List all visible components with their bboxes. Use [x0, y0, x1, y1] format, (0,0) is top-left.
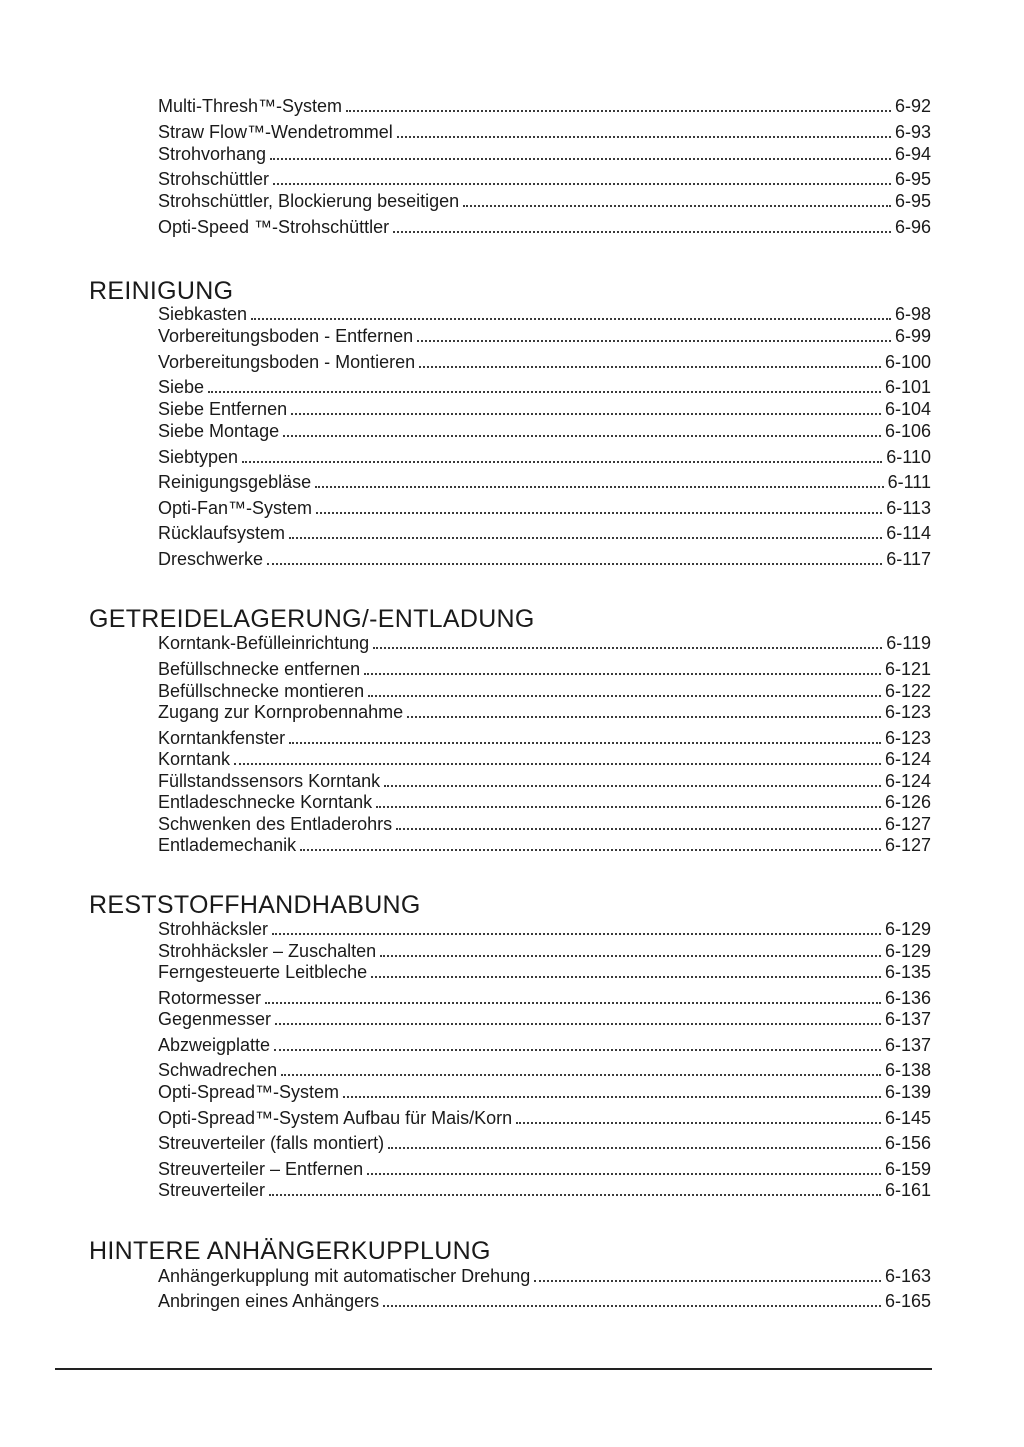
toc-entry-label: Opti-Fan™-System [158, 498, 313, 518]
toc-entry-label: Siebkasten [158, 304, 248, 324]
toc-entry[interactable] [158, 471, 931, 493]
toc-leader-dots [396, 828, 881, 830]
toc-entry-label: Strohschüttler [158, 169, 270, 189]
toc-leader-dots [393, 231, 891, 233]
toc-entry-label: Zugang zur Kornprobennahme [158, 702, 404, 722]
section-heading: HINTERE ANHÄNGERKUPPLUNG [89, 1237, 491, 1265]
toc-entry-page: 6-95 [894, 169, 931, 189]
toc-entry-label: Opti-Spread™-System Aufbau für Mais/Korn [158, 1108, 513, 1128]
toc-entry-label: Rücklaufsystem [158, 523, 286, 543]
toc-entry-label: Schwadrechen [158, 1060, 278, 1080]
toc-entry-page: 6-104 [884, 399, 931, 419]
toc-entry-label: Strohhäcksler [158, 919, 269, 939]
toc-leader-dots [364, 673, 881, 675]
toc-leader-dots [419, 366, 881, 368]
toc-entry[interactable] [158, 1265, 931, 1287]
toc-entry-label: Befüllschnecke entfernen [158, 659, 361, 679]
toc-entry[interactable] [158, 748, 931, 770]
toc-entry[interactable] [158, 961, 931, 983]
toc-entry-page: 6-136 [884, 988, 931, 1008]
toc-leader-dots [417, 340, 891, 342]
toc-entry[interactable] [158, 918, 931, 940]
toc-leader-dots [265, 1002, 881, 1004]
toc-entry-page: 6-145 [884, 1108, 931, 1128]
toc-leader-dots [272, 933, 881, 935]
toc-leader-dots [234, 763, 881, 765]
toc-leader-dots [380, 955, 881, 957]
toc-leader-dots [289, 742, 881, 744]
toc-entry-label: Opti-Spread™-System [158, 1082, 340, 1102]
toc-entry-label: Befüllschnecke montieren [158, 681, 365, 701]
toc-entry-label: Strohvorhang [158, 144, 267, 164]
toc-entry-page: 6-92 [894, 96, 931, 116]
toc-entry-page: 6-139 [884, 1082, 931, 1102]
toc-entry-page: 6-138 [884, 1060, 931, 1080]
toc-entry-label: Entladeschnecke Korntank [158, 792, 373, 812]
toc-entry-label: Abzweigplatte [158, 1035, 271, 1055]
toc-entry-label: Schwenken des Entladerohrs [158, 814, 393, 834]
toc-leader-dots [316, 512, 882, 514]
toc-leader-dots [368, 695, 881, 697]
toc-entry-page: 6-93 [894, 122, 931, 142]
toc-entry[interactable] [158, 1158, 931, 1180]
toc-entry[interactable] [158, 1008, 931, 1030]
toc-leader-dots [242, 461, 882, 463]
toc-entry[interactable] [158, 398, 931, 420]
toc-leader-dots [315, 486, 884, 488]
toc-entry-label: Vorbereitungsboden - Entfernen [158, 326, 414, 346]
toc-entry[interactable] [158, 813, 931, 835]
toc-leader-dots [275, 1023, 881, 1025]
toc-leader-dots [273, 183, 891, 185]
toc-entry[interactable] [158, 727, 931, 749]
toc-entry-label: Vorbereitungsboden - Montieren [158, 352, 416, 372]
toc-entry-label: Straw Flow™-Wendetrommel [158, 122, 393, 142]
toc-entry-label: Ferngesteuerte Leitbleche [158, 962, 368, 982]
toc-leader-dots [291, 413, 881, 415]
toc-entry[interactable] [158, 95, 931, 117]
toc-entry-page: 6-119 [886, 633, 931, 653]
toc-entry-label: Strohhäcksler – Zuschalten [158, 941, 377, 961]
toc-entry-page: 6-111 [887, 472, 931, 492]
toc-entry-label: Siebe Entfernen [158, 399, 288, 419]
toc-entry-label: Korntankfenster [158, 728, 286, 748]
toc-entry-page: 6-96 [894, 217, 931, 237]
toc-entry-label: Korntank-Befülleinrichtung [158, 633, 370, 653]
toc-entry-page: 6-99 [894, 326, 931, 346]
toc-entry[interactable] [158, 168, 931, 190]
toc-entry-label: Strohschüttler, Blockierung beseitigen [158, 191, 460, 211]
toc-entry-label: Gegenmesser [158, 1009, 272, 1029]
toc-entry-page: 6-159 [884, 1159, 931, 1179]
toc-leader-dots [283, 435, 881, 437]
toc-entry[interactable] [158, 1034, 931, 1056]
toc-entry[interactable] [158, 325, 931, 347]
section-heading: RESTSTOFFHANDHABUNG [89, 891, 421, 919]
toc-entry-page: 6-106 [884, 421, 931, 441]
toc-leader-dots [289, 537, 882, 539]
toc-entry-label: Rotormesser [158, 988, 262, 1008]
toc-entry-label: Siebe Montage [158, 421, 280, 441]
toc-entry-page: 6-110 [886, 447, 931, 467]
toc-entry-page: 6-94 [894, 144, 931, 164]
toc-entry-label: Opti-Speed ™-Strohschüttler [158, 217, 390, 237]
toc-entry[interactable] [158, 143, 931, 165]
toc-entry[interactable] [158, 680, 931, 702]
toc-entry-page: 6-137 [884, 1009, 931, 1029]
toc-entry-page: 6-137 [884, 1035, 931, 1055]
toc-leader-dots [407, 716, 881, 718]
toc-entry-page: 6-127 [884, 835, 931, 855]
toc-entry-label: Siebe [158, 377, 205, 397]
toc-leader-dots [270, 158, 891, 160]
toc-entry[interactable] [158, 420, 931, 442]
toc-entry-page: 6-95 [894, 191, 931, 211]
toc-entry-page: 6-163 [884, 1266, 931, 1286]
toc-entry[interactable] [158, 770, 931, 792]
toc-entry-label: Entlademechanik [158, 835, 297, 855]
toc-entry[interactable] [158, 1107, 931, 1129]
toc-leader-dots [367, 1173, 881, 1175]
toc-entry[interactable] [158, 632, 931, 654]
toc-leader-dots [300, 849, 881, 851]
toc-entry-page: 6-127 [884, 814, 931, 834]
toc-entry[interactable] [158, 497, 931, 519]
toc-entry[interactable] [158, 522, 931, 544]
toc-entry[interactable] [158, 351, 931, 373]
toc-leader-dots [388, 1147, 881, 1149]
toc-entry-page: 6-135 [884, 962, 931, 982]
toc-entry[interactable] [158, 701, 931, 723]
toc-leader-dots [534, 1280, 881, 1282]
toc-entry-label: Streuverteiler (falls montiert) [158, 1133, 385, 1153]
toc-entry[interactable] [158, 548, 931, 570]
toc-entry[interactable] [158, 446, 931, 468]
toc-entry-page: 6-124 [884, 749, 931, 769]
toc-leader-dots [267, 563, 882, 565]
toc-leader-dots [384, 785, 881, 787]
toc-entry[interactable] [158, 791, 931, 813]
toc-entry-page: 6-122 [884, 681, 931, 701]
toc-entry[interactable] [158, 303, 931, 325]
toc-leader-dots [463, 205, 891, 207]
toc-entry-label: Anhängerkupplung mit automatischer Drehung [158, 1266, 531, 1286]
toc-entry-page: 6-123 [884, 702, 931, 722]
toc-entry-page: 6-121 [884, 659, 931, 679]
toc-entry-label: Streuverteiler [158, 1180, 266, 1200]
toc-entry[interactable] [158, 658, 931, 680]
toc-entry-page: 6-101 [884, 377, 931, 397]
toc-entry-label: Anbringen eines Anhängers [158, 1291, 380, 1311]
toc-entry[interactable] [158, 121, 931, 143]
toc-entry-page: 6-129 [884, 919, 931, 939]
footer-divider [55, 1368, 932, 1370]
toc-entry-label: Dreschwerke [158, 549, 264, 569]
toc-entry-page: 6-124 [884, 771, 931, 791]
toc-leader-dots [251, 318, 891, 320]
toc-entry-page: 6-98 [894, 304, 931, 324]
toc-leader-dots [208, 391, 881, 393]
toc-leader-dots [269, 1194, 881, 1196]
toc-leader-dots [274, 1049, 881, 1051]
toc-entry-page: 6-161 [884, 1180, 931, 1200]
toc-entry-page: 6-129 [884, 941, 931, 961]
toc-entry-label: Multi-Thresh™-System [158, 96, 343, 116]
toc-entry-label: Korntank [158, 749, 231, 769]
toc-leader-dots [373, 647, 882, 649]
toc-entry-page: 6-117 [886, 549, 931, 569]
section-heading: REINIGUNG [89, 277, 234, 305]
toc-entry[interactable] [158, 1081, 931, 1103]
toc-entry[interactable] [158, 940, 931, 962]
toc-entry[interactable] [158, 216, 931, 238]
toc-entry[interactable] [158, 376, 931, 398]
toc-leader-dots [371, 976, 881, 978]
toc-leader-dots [343, 1096, 881, 1098]
toc-entry-label: Siebtypen [158, 447, 239, 467]
toc-leader-dots [281, 1074, 881, 1076]
toc-entry[interactable] [158, 1132, 931, 1154]
toc-entry[interactable] [158, 987, 931, 1009]
toc-entry[interactable] [158, 1290, 931, 1312]
toc-entry-page: 6-113 [886, 498, 931, 518]
toc-entry[interactable] [158, 190, 931, 212]
toc-leader-dots [346, 110, 891, 112]
toc-entry-page: 6-114 [886, 523, 931, 543]
toc-leader-dots [516, 1122, 881, 1124]
toc-entry-page: 6-126 [884, 792, 931, 812]
toc-entry[interactable] [158, 834, 931, 856]
toc-entry-label: Reinigungsgebläse [158, 472, 312, 492]
toc-entry-page: 6-156 [884, 1133, 931, 1153]
toc-leader-dots [383, 1305, 881, 1307]
toc-leader-dots [376, 806, 881, 808]
toc-entry[interactable] [158, 1059, 931, 1081]
toc-entry-page: 6-123 [884, 728, 931, 748]
toc-entry-label: Streuverteiler – Entfernen [158, 1159, 364, 1179]
toc-leader-dots [397, 136, 891, 138]
toc-entry-page: 6-165 [884, 1291, 931, 1311]
toc-entry[interactable] [158, 1179, 931, 1201]
section-heading: GETREIDELAGERUNG/-ENTLADUNG [89, 605, 535, 633]
toc-entry-label: Füllstandssensors Korntank [158, 771, 381, 791]
toc-entry-page: 6-100 [884, 352, 931, 372]
